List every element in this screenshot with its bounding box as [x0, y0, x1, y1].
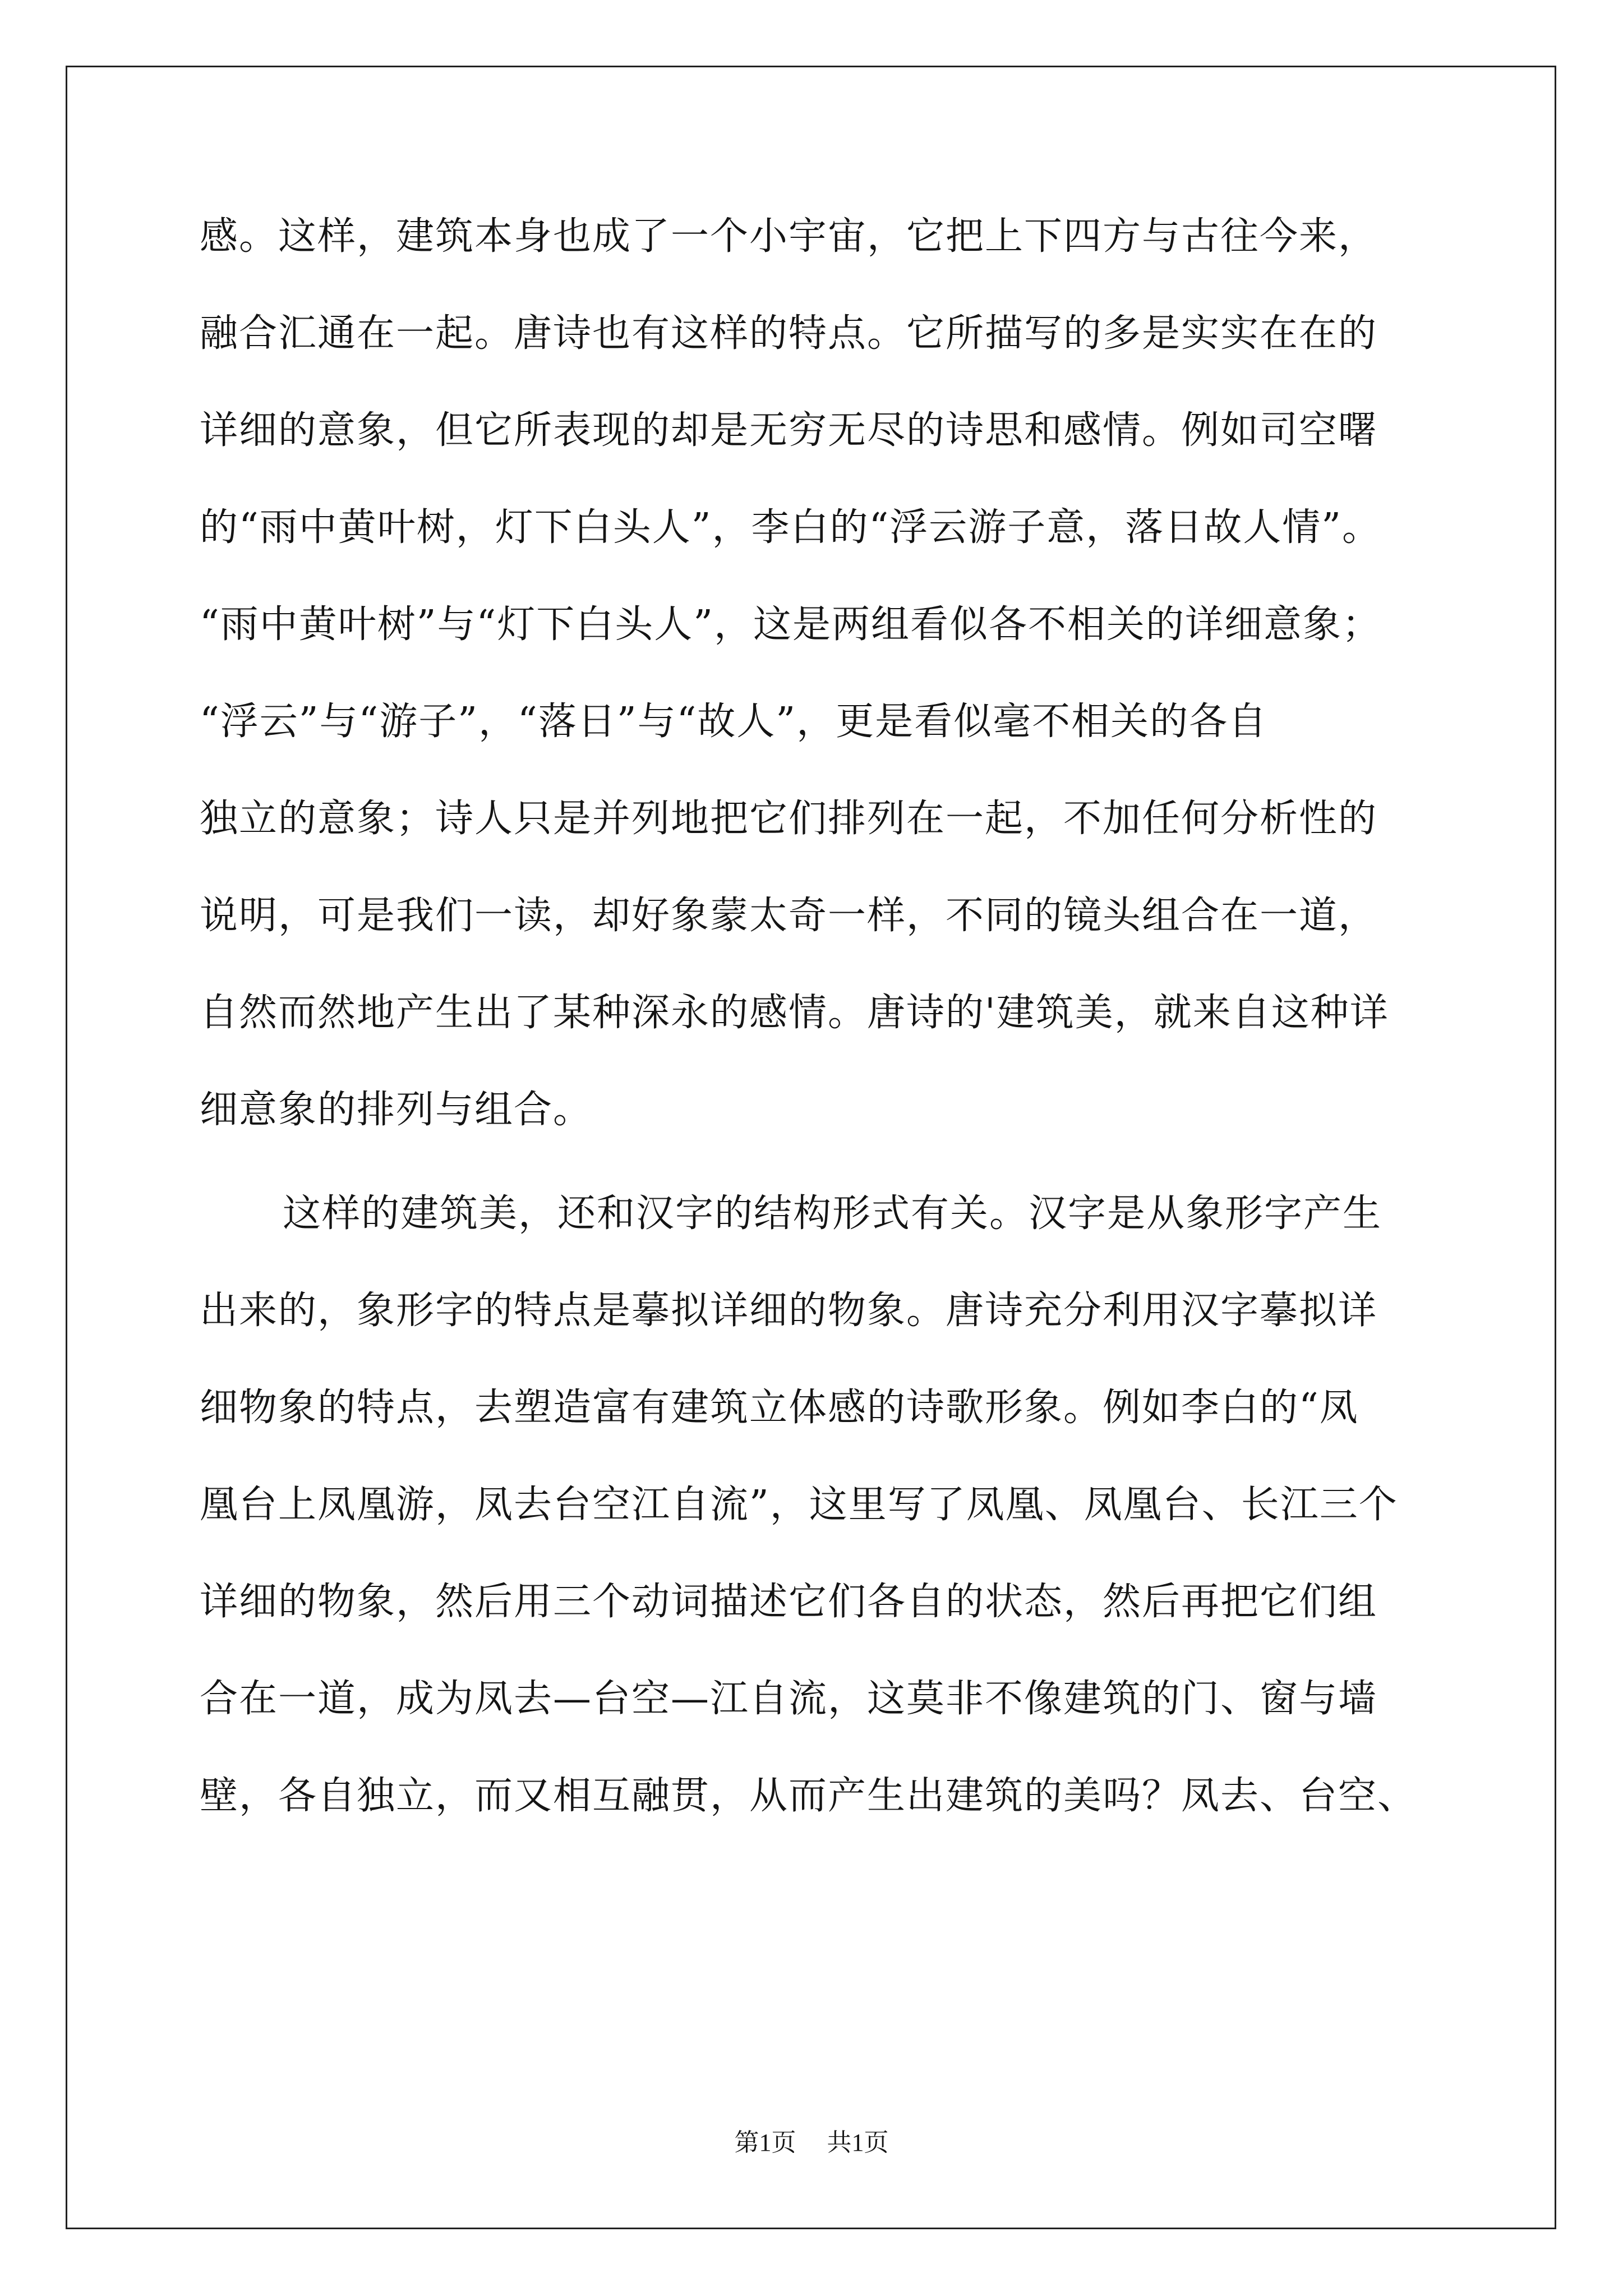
text-line: 融合汇通在一起。唐诗也有这样的特点。它所描写的多是实实在在的 — [200, 311, 1378, 356]
page-number: 第1页 — [734, 2129, 796, 2156]
text-line: 壁，各自独立，而又相互融贯，从而产生出建筑的美吗？凤去、台空、 — [200, 1774, 1417, 1818]
text-line: 详细的意象，但它所表现的却是无穷无尽的诗思和感情。例如司空曙 — [200, 408, 1378, 453]
text-line: 合在一道，成为凤去—台空—江自流，这莫非不像建筑的门、窗与墙 — [200, 1677, 1378, 1721]
text-line: 的“雨中黄叶树，灯下白头人”，李白的“浮云游子意，落日故人情”。 — [200, 505, 1382, 550]
text-line: 独立的意象；诗人只是并列地把它们排列在一起，不加任何分析性的 — [200, 797, 1378, 841]
text-line: “浮云”与“游子”，“落日”与“故人”，更是看似毫不相关的各自 — [200, 700, 1268, 744]
text-line: 自然而然地产生出了某种深永的感情。唐诗的'建筑美，就来自这种详 — [200, 991, 1389, 1035]
paragraph-1 — [200, 209, 1428, 1179]
page-total: 共1页 — [827, 2129, 889, 2156]
text-line: 详细的物象，然后用三个动词描述它们各自的状态，然后再把它们组 — [200, 1580, 1378, 1624]
text-line: 这样的建筑美，还和汉字的结构形式有关。汉字是从象形字产生 — [283, 1191, 1382, 1236]
page-footer — [0, 2126, 1623, 2160]
text-line: 细物象的特点，去塑造富有建筑立体感的诗歌形象。例如李白的“凤 — [200, 1386, 1359, 1430]
text-line: “雨中黄叶树”与“灯下白头人”，这是两组看似各不相关的详细意象； — [200, 602, 1382, 647]
text-line: 感。这样，建筑本身也成了一个小宇宙，它把上下四方与古往今来， — [200, 214, 1378, 259]
text-line: 说明，可是我们一读，却好象蒙太奇一样，不同的镜头组合在一道， — [200, 894, 1378, 938]
paragraph-2 — [200, 1186, 1428, 1865]
document-body — [200, 209, 1428, 1865]
text-line: 细意象的排列与组合。 — [200, 1088, 593, 1132]
text-line: 凰台上凤凰游，凤去台空江自流”，这里写了凤凰、凤凰台、长江三个 — [200, 1483, 1398, 1527]
text-line: 出来的，象形字的特点是摹拟详细的物象。唐诗充分利用汉字摹拟详 — [200, 1289, 1378, 1333]
